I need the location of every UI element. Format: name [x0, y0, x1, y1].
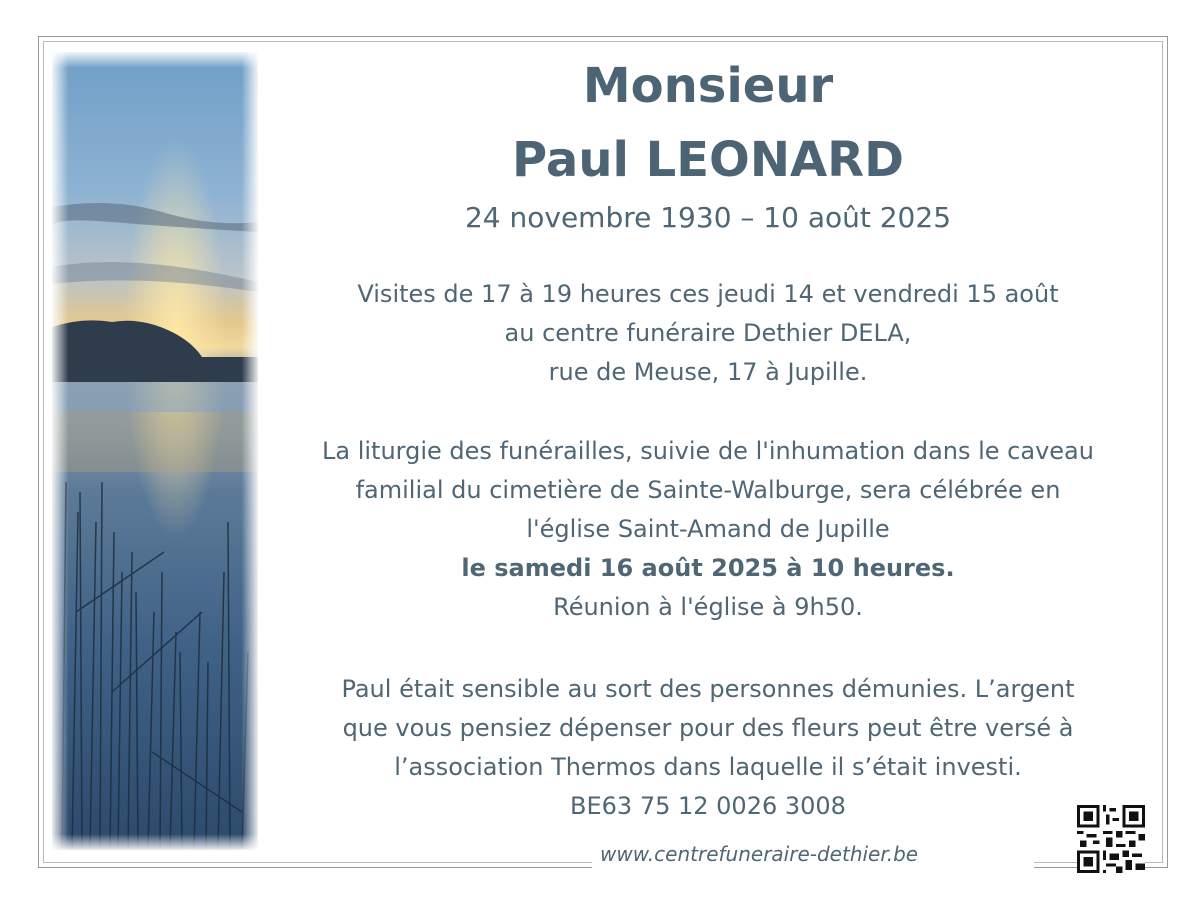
- donation-paragraph: [258, 670, 1158, 826]
- meeting-time: Réunion à l'église à 9h50.: [553, 593, 863, 621]
- life-dates: 24 novembre 1930 – 10 août 2025: [464, 201, 952, 234]
- funeral-line: l'église Saint-Amand de Jupille: [526, 515, 890, 543]
- funeral-line: La liturgie des funérailles, suivie de l'inhumation dans le caveau: [322, 437, 1094, 465]
- funeral-line: familial du cimetière de Sainte-Walburge, sera célébrée en: [355, 476, 1061, 504]
- funeral-paragraph: [258, 432, 1158, 627]
- visits-line: Visites de 17 à 19 heures ces jeudi 14 et vendredi 15 août: [357, 280, 1059, 308]
- donation-line: l’association Thermos dans laquelle il s’était investi.: [394, 753, 1022, 781]
- donation-line: que vous pensiez dépenser pour des fleurs peut être versé à: [342, 714, 1074, 742]
- qr-code-icon[interactable]: [1077, 805, 1145, 873]
- iban: BE63 75 12 0026 3008: [570, 792, 846, 820]
- website-link[interactable]: www.centrefuneraire-dethier.be: [600, 842, 919, 866]
- honorific: Monsieur: [582, 58, 834, 114]
- deceased-name: Paul LEONARD: [512, 132, 904, 188]
- visits-line: au centre funéraire Dethier DELA,: [504, 319, 912, 347]
- funeral-date: le samedi 16 août 2025 à 10 heures.: [461, 554, 955, 582]
- visits-line: rue de Meuse, 17 à Jupille.: [548, 358, 868, 386]
- donation-line: Paul était sensible au sort des personnes démunies. L’argent: [341, 675, 1075, 703]
- visits-paragraph: [258, 275, 1158, 392]
- lake-sunset-photo: [52, 52, 258, 850]
